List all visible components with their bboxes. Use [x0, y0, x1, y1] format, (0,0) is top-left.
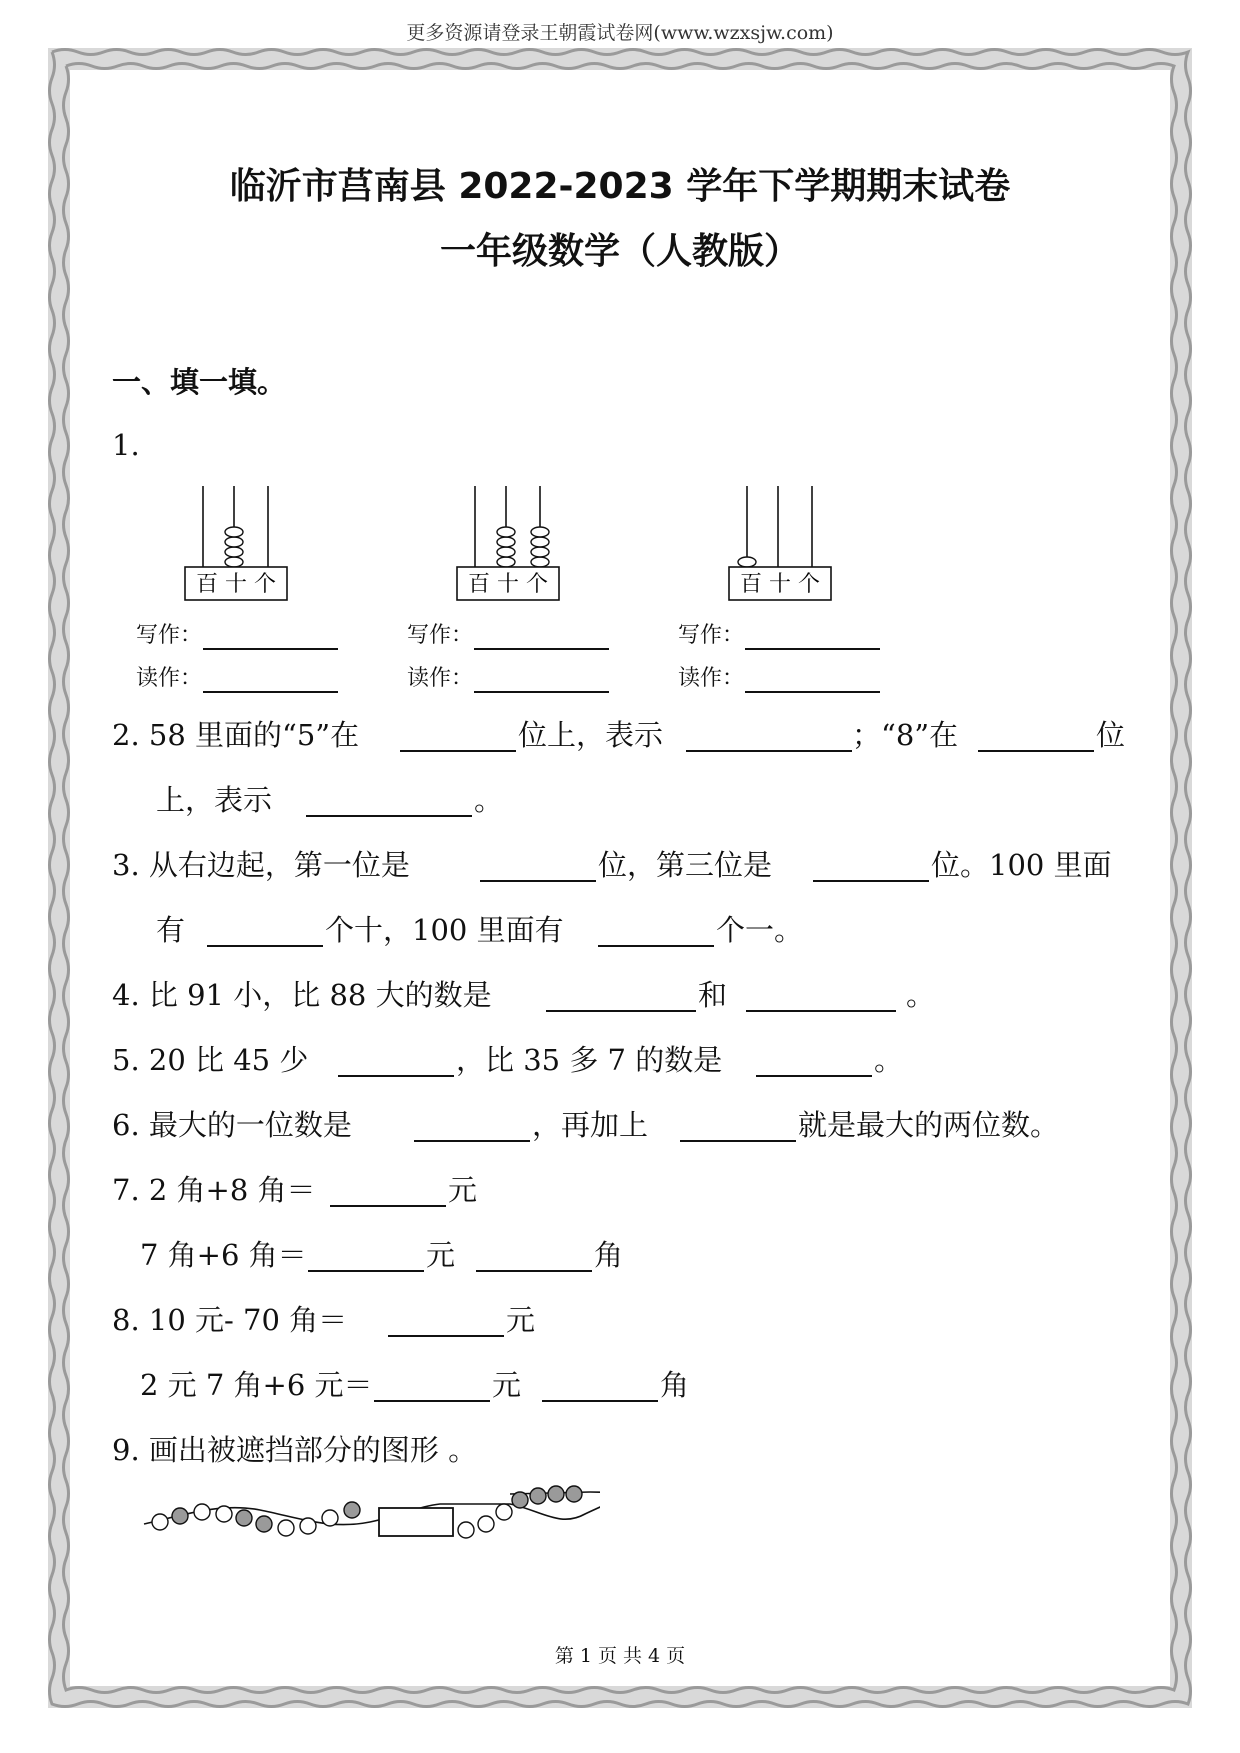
question-6-part1: 6. 最大的一位数是	[112, 1108, 352, 1142]
read-answer-2[interactable]	[474, 663, 609, 693]
abacus-bead	[225, 557, 243, 567]
abacus-group	[150, 480, 910, 605]
bead	[236, 1510, 252, 1526]
question-7-part4: 元	[426, 1238, 456, 1272]
section-heading: 一、填一填。	[112, 365, 287, 399]
question-1-number: 1.	[112, 428, 140, 462]
q7-blank-2[interactable]	[308, 1242, 424, 1272]
abacus-place-labels: 百 十 个	[740, 572, 820, 597]
q6-blank-1[interactable]	[414, 1112, 530, 1142]
question-3-part1: 3. 从右边起，第一位是	[112, 848, 410, 882]
q2-blank-3[interactable]	[978, 722, 1094, 752]
bead	[512, 1492, 528, 1508]
q2-blank-1[interactable]	[400, 722, 516, 752]
question-8-part2: 元	[506, 1303, 536, 1337]
abacus-bead	[497, 527, 515, 537]
question-7-part3: 7 角+6 角＝	[140, 1238, 307, 1272]
q7-blank-3[interactable]	[476, 1242, 592, 1272]
question-7-part5: 角	[594, 1238, 624, 1272]
question-3-part2: 位，第三位是	[598, 848, 773, 882]
question-3-part6: 个一。	[716, 913, 804, 947]
write-answer-2[interactable]	[474, 620, 609, 650]
question-6-part3: 就是最大的两位数。	[798, 1108, 1060, 1142]
abacus-bead	[225, 537, 243, 547]
q4-blank-1[interactable]	[546, 982, 696, 1012]
question-2-part6: 。	[474, 783, 504, 817]
bead	[216, 1506, 232, 1522]
question-2-part1: 2. 58 里面的“5”在	[112, 718, 360, 752]
page-title: 临沂市莒南县 2022-2023 学年下学期期末试卷	[229, 166, 1011, 207]
question-8-part1: 8. 10 元- 70 角＝	[112, 1303, 348, 1337]
page-footer: 第 1 页 共 4 页	[554, 1645, 686, 1667]
question-8-part5: 角	[660, 1368, 690, 1402]
question-8-part3: 2 元 7 角+6 元＝	[140, 1368, 373, 1402]
q2-blank-2[interactable]	[686, 722, 852, 752]
read-label-1: 读作：	[136, 666, 203, 691]
abacus-bead	[497, 557, 515, 567]
page-subtitle: 一年级数学（人教版）	[439, 231, 800, 272]
q6-blank-2[interactable]	[680, 1112, 796, 1142]
question-3-part5: 个十，100 里面有	[325, 913, 564, 947]
abacus-bead	[225, 527, 243, 537]
bead	[300, 1518, 316, 1534]
write-label-1: 写作：	[136, 623, 203, 648]
question-5-part2: ，比 35 多 7 的数是	[456, 1043, 723, 1077]
abacus-bead	[531, 547, 549, 557]
q2-blank-4[interactable]	[306, 787, 472, 817]
bead	[530, 1488, 546, 1504]
q5-blank-1[interactable]	[338, 1047, 454, 1077]
question-2-part2: 位上，表示	[518, 718, 664, 752]
question-4-part1: 4. 比 91 小，比 88 大的数是	[112, 978, 492, 1012]
q3-blank-2[interactable]	[813, 852, 929, 882]
abacus-bead	[531, 537, 549, 547]
bead	[278, 1520, 294, 1536]
read-label-2: 读作：	[407, 666, 474, 691]
question-3-part3: 位。100 里面	[931, 848, 1112, 882]
read-answer-1[interactable]	[203, 663, 338, 693]
q3-blank-1[interactable]	[480, 852, 596, 882]
question-7-part1: 7. 2 角+8 角＝	[112, 1173, 316, 1207]
abacus-bead	[497, 547, 515, 557]
read-label-3: 读作：	[678, 666, 745, 691]
question-4-part2: 和	[698, 978, 728, 1012]
bead	[344, 1502, 360, 1518]
bead	[548, 1486, 564, 1502]
abacus-bead	[531, 557, 549, 567]
question-8-part4: 元	[492, 1368, 522, 1402]
bead	[458, 1522, 474, 1538]
write-answer-3[interactable]	[745, 620, 880, 650]
bead	[152, 1514, 168, 1530]
q8-blank-3[interactable]	[542, 1372, 658, 1402]
write-label-3: 写作：	[678, 623, 745, 648]
q7-blank-1[interactable]	[330, 1177, 446, 1207]
question-4-part3: 。	[906, 978, 936, 1012]
q8-blank-2[interactable]	[374, 1372, 490, 1402]
abacus-place-labels: 百 十 个	[196, 572, 276, 597]
question-6-part2: ，再加上	[532, 1108, 649, 1142]
q3-blank-4[interactable]	[598, 917, 714, 947]
question-9-text: 9. 画出被遮挡部分的图形 。	[112, 1433, 478, 1467]
bead-string-figure	[140, 1480, 600, 1550]
write-answer-1[interactable]	[203, 620, 338, 650]
covered-box	[379, 1508, 453, 1536]
read-answer-3[interactable]	[745, 663, 880, 693]
bead	[256, 1516, 272, 1532]
abacus-place-labels: 百 十 个	[468, 572, 548, 597]
bead	[322, 1510, 338, 1526]
bead	[478, 1516, 494, 1532]
bead	[496, 1504, 512, 1520]
question-3-part4: 有	[156, 913, 186, 947]
q5-blank-2[interactable]	[756, 1047, 872, 1077]
q3-blank-3[interactable]	[207, 917, 323, 947]
question-7-part2: 元	[448, 1173, 478, 1207]
q8-blank-1[interactable]	[388, 1307, 504, 1337]
write-label-2: 写作：	[407, 623, 474, 648]
question-2-part4: 位	[1096, 718, 1126, 752]
question-2-part5: 上，表示	[156, 783, 273, 817]
bead	[566, 1486, 582, 1502]
question-2-part3: ；“8”在	[852, 718, 959, 752]
q4-blank-2[interactable]	[746, 982, 896, 1012]
header-link[interactable]: 更多资源请登录王朝霞试卷网(www.wzxsjw.com)	[406, 22, 834, 44]
abacus-bead	[225, 547, 243, 557]
bead	[172, 1508, 188, 1524]
abacus-bead	[497, 537, 515, 547]
question-5-part1: 5. 20 比 45 少	[112, 1043, 309, 1077]
abacus-bead	[738, 557, 756, 567]
bead	[194, 1504, 210, 1520]
question-5-part3: 。	[874, 1043, 904, 1077]
abacus-bead	[531, 527, 549, 537]
